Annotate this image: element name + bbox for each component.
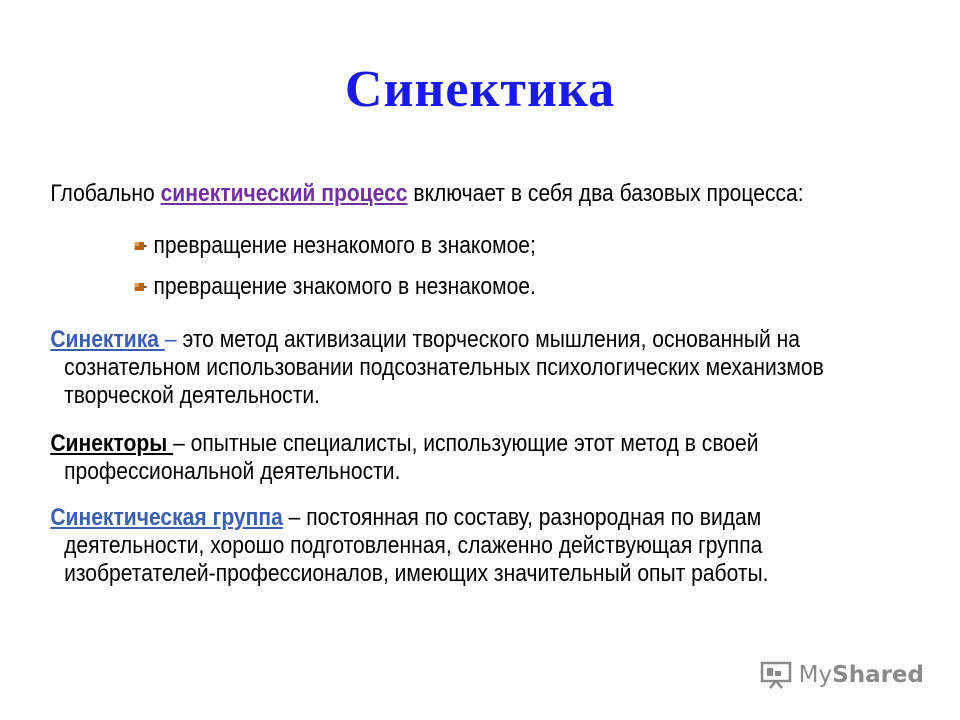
- bullet-text: превращение знакомого в незнакомое.: [153, 273, 536, 300]
- watermark-text-bold: Shared: [832, 662, 924, 688]
- bullet-icon: [135, 281, 147, 293]
- bullet-text: превращение незнакомого в знакомое;: [153, 232, 536, 259]
- synectics-link[interactable]: Синектика: [50, 326, 165, 353]
- p4-text: – постоянная по составу, разнородная по видам деятельности, хорошо подготовленная, слаженно действующая группа изобретателей-профессионалов, имеющих значительный опыт работы.: [64, 504, 769, 587]
- bullet-item: [40, 232, 866, 260]
- slide-title: Синектика: [344, 61, 616, 118]
- p1-suffix: включает в себя два базовых процесса:: [407, 180, 804, 207]
- presentation-board-icon: [759, 661, 793, 689]
- p2-dash: –: [164, 326, 177, 353]
- myshared-watermark: [759, 660, 924, 690]
- synectic-group-link[interactable]: Синектическая группа: [50, 504, 283, 531]
- paragraph-synectors-definition: [40, 430, 890, 486]
- paragraph-global-process: [40, 180, 890, 208]
- synectic-process-link[interactable]: синектический процесс: [160, 180, 408, 207]
- p1-prefix: Глобально: [50, 180, 161, 207]
- p2-text: это метод активизации творческого мышления, основанный на сознательном использовании подсознательных психологических механизмов творческой деятельности.: [64, 326, 824, 409]
- synectors-term: Синекторы: [50, 430, 174, 457]
- p3-text: – опытные специалисты, использующие этот метод в своей профессиональной деятельности.: [64, 430, 759, 485]
- bullet-list: [40, 232, 866, 314]
- paragraph-synectic-group-definition: [40, 504, 890, 588]
- bullet-icon: [135, 240, 147, 252]
- paragraph-synectics-definition: [40, 326, 890, 410]
- watermark-text-light: My: [798, 662, 833, 688]
- bullet-item: [40, 273, 866, 301]
